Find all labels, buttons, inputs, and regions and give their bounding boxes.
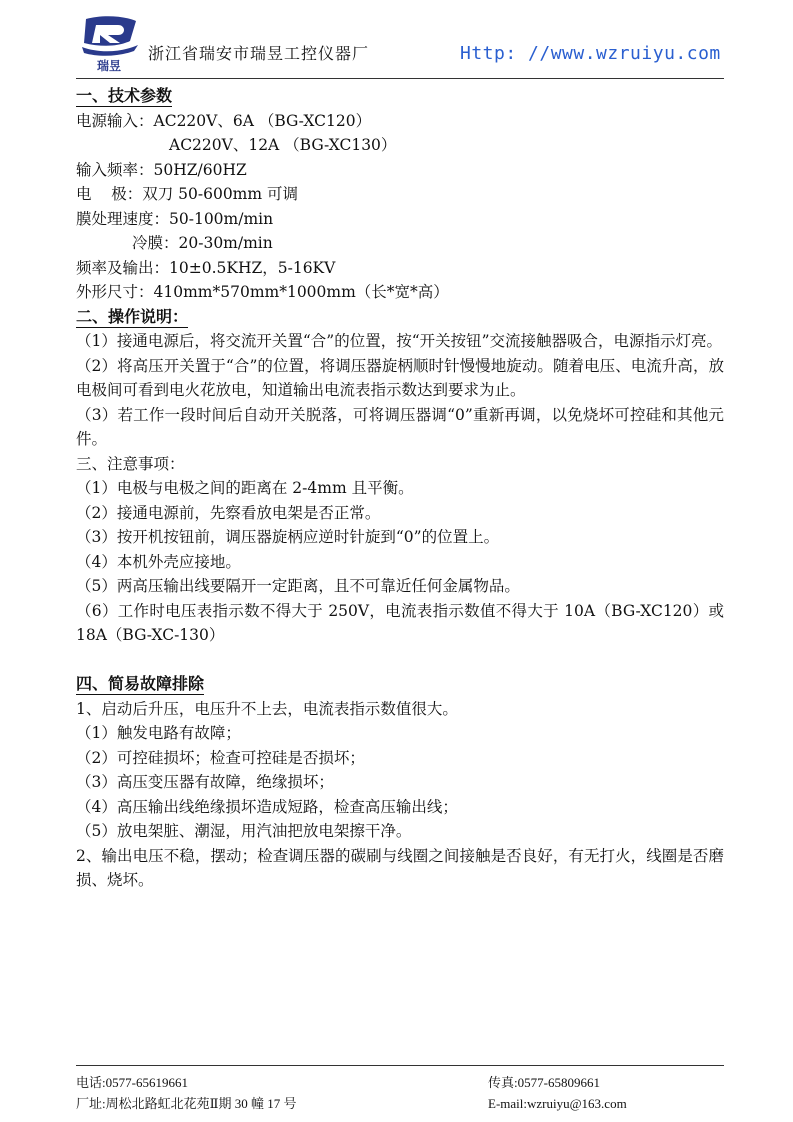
company-name: 浙江省瑞安市瑞昱工控仪器厂 bbox=[148, 44, 370, 63]
fault-cause: （4）高压输出线绝缘损坏造成短路，检查高压输出线； bbox=[76, 797, 458, 816]
page-footer bbox=[76, 1072, 724, 1114]
operation-step: （1）接通电源后，将交流开关置“合”的位置，按“开关按钮”交流接触器吸合，电源指示灯亮。 bbox=[76, 332, 723, 350]
footer-phone: 电话:0577-65619661 bbox=[76, 1075, 188, 1090]
dimensions: 外形尺寸：410mm*570mm*1000mm（长*宽*高） bbox=[76, 283, 449, 301]
electrode-spec: 电 极：双刀 50-600mm 可调 bbox=[76, 185, 299, 203]
header-divider bbox=[76, 78, 724, 79]
power-input-line-2: AC220V、12A （BG-XC130） bbox=[169, 136, 397, 154]
note-item: （5）两高压输出线要隔开一定距离，且不可靠近任何金属物品。 bbox=[76, 577, 520, 595]
note-item: （1）电极与电极之间的距离在 2-4mm 且平衡。 bbox=[76, 479, 414, 497]
section-notes-title: 三、注意事项： bbox=[76, 454, 185, 473]
note-item: （3）按开机按钮前，调压器旋柄应逆时针旋到“0”的位置上。 bbox=[76, 528, 500, 546]
logo-text: 瑞昱 bbox=[96, 59, 122, 73]
frequency-output: 频率及输出：10±0.5KHZ，5-16KV bbox=[76, 258, 336, 277]
document-body bbox=[76, 84, 724, 893]
fault-cause: （1）触发电路有故障； bbox=[76, 724, 241, 742]
note-item: （6）工作时电压表指示数不得大于 250V，电流表指示数值不得大于 10A（BG-XC120）或 18A（BG-XC-130） bbox=[76, 601, 724, 644]
page-header bbox=[0, 0, 793, 82]
company-logo-icon bbox=[78, 13, 140, 73]
operation-step: （2）将高压开关置于“合”的位置，将调压器旋柄顺时针慢慢地旋动。随着电压、电流升高，放电极间可看到电火花放电，知道输出电流表指示数达到要求为止。 bbox=[76, 356, 724, 399]
footer-address: 厂址:周松北路虹北花苑Ⅱ期 30 幢 17 号 bbox=[76, 1096, 297, 1111]
operation-step: （3）若工作一段时间后自动开关脱落，可将调压器调“0”重新再调，以免烧坏可控硅和其他元件。 bbox=[76, 405, 724, 448]
input-frequency: 输入频率：50HZ/60HZ bbox=[76, 160, 247, 179]
blank-line bbox=[76, 648, 724, 673]
fault-cause: （5）放电架脏、潮湿，用汽油把放电架擦干净。 bbox=[76, 822, 412, 840]
website-link[interactable]: Http: //www.wzruiyu.com bbox=[460, 43, 721, 64]
section-troubleshooting-title: 四、简易故障排除 bbox=[76, 674, 205, 693]
fault-cause: （3）高压变压器有故障，绝缘损坏； bbox=[76, 773, 334, 791]
footer-divider bbox=[76, 1065, 724, 1066]
fault-title: 1、启动后升压，电压升不上去，电流表指示数值很大。 bbox=[76, 699, 458, 718]
fault-cause: （2）可控硅损坏；检查可控硅是否损坏； bbox=[76, 748, 365, 767]
film-speed: 膜处理速度：50-100m/min bbox=[76, 209, 274, 228]
note-item: （2）接通电源前，先察看放电架是否正常。 bbox=[76, 503, 381, 522]
footer-email[interactable]: E-mail:wzruiyu@163.com bbox=[488, 1096, 627, 1111]
cold-film-speed: 冷膜：20-30m/min bbox=[132, 234, 273, 252]
power-input-line-1: 电源输入：AC220V、6A （BG-XC120） bbox=[76, 111, 372, 130]
fault-title: 2、输出电压不稳，摆动；检查调压器的碳刷与线圈之间接触是否良好，有无打火，线圈是否磨损、烧坏。 bbox=[76, 846, 724, 889]
footer-fax: 传真:0577-65809661 bbox=[488, 1075, 600, 1090]
section-operation-title: 二、操作说明： bbox=[76, 306, 189, 326]
section-tech-params-title: 一、技术参数 bbox=[76, 86, 173, 105]
note-item: （4）本机外壳应接地。 bbox=[76, 552, 241, 571]
